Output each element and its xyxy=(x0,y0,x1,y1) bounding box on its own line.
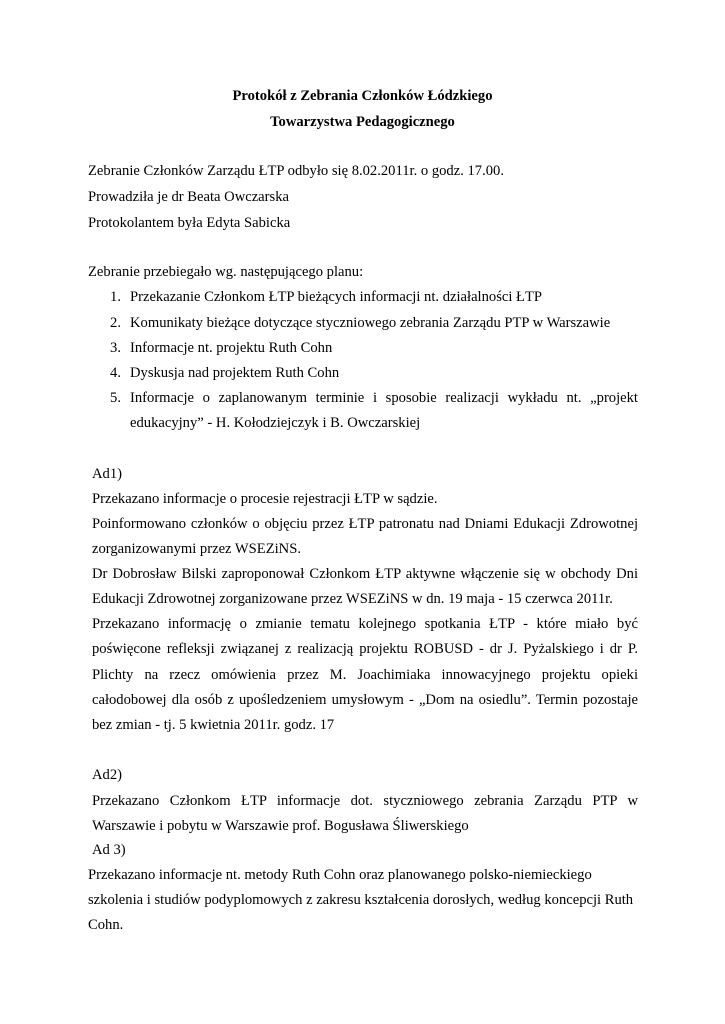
section-ad2-heading: Ad2) xyxy=(92,767,122,783)
section-ad2-line: Warszawie i pobytu w Warszawie prof. Bogusława Śliwerskiego xyxy=(92,818,469,834)
agenda-item-text: Komunikaty bieżące dotyczące styczniowego zebrania Zarządu PTP w Warszawie xyxy=(130,315,611,331)
section-ad1-line: Plichty na rzecz omówienia przez M. Joachimiaka innowacyjnego projektu opieki xyxy=(92,667,638,683)
section-ad2-line: Przekazano Członkom ŁTP informacje dot. styczniowego zebrania Zarządu PTP w xyxy=(92,793,638,809)
agenda-item-text-continued: edukacyjny” - H. Kołodziejczyk i B. Owczarskiej xyxy=(130,415,421,431)
section-ad1-line: Przekazano informację o zmianie tematu kolejnego spotkania ŁTP - które miało być xyxy=(92,616,638,632)
meeting-date-line: Zebranie Członków Zarządu ŁTP odbyło się 8.02.2011r. o godz. 17.00. xyxy=(88,163,504,179)
agenda-item-text: Przekazanie Członkom ŁTP bieżących informacji nt. działalności ŁTP xyxy=(130,289,542,305)
agenda-item-number: 5. xyxy=(110,390,121,406)
section-ad1-line: zorganizowanymi przez WSEZiNS. xyxy=(92,541,301,557)
section-ad3-line: Przekazano informacje nt. metody Ruth Cohn oraz planowanego polsko-niemieckiego xyxy=(88,867,592,883)
agenda-item-number: 1. xyxy=(110,289,121,305)
section-ad3-line: szkolenia i studiów podyplomowych z zakresu kształcenia dorosłych, według koncepcji Ruth xyxy=(88,892,634,908)
section-ad1-heading: Ad1) xyxy=(92,466,122,482)
section-ad3-line: Cohn. xyxy=(88,917,124,933)
agenda-heading: Zebranie przebiegało wg. następującego planu: xyxy=(88,264,364,280)
section-ad1-line: bez zmian - tj. 5 kwietnia 2011r. godz. 17 xyxy=(92,717,335,733)
section-ad1-line: całodobowej dla osób z upośledzeniem umysłowym - „Dom na osiedlu”. Termin pozostaje xyxy=(92,692,638,708)
section-ad3-heading: Ad 3) xyxy=(92,842,126,858)
agenda-item-text: Informacje nt. projektu Ruth Cohn xyxy=(130,340,333,356)
agenda-item-number: 4. xyxy=(110,365,121,381)
document-title-line-2: Towarzystwa Pedagogicznego xyxy=(270,114,455,130)
agenda-item-number: 3. xyxy=(110,340,121,356)
section-ad1-line: poświęcone refleksji związanej z realizacją projektu ROBUSD - dr J. Pyżalskiego i dr P. xyxy=(92,641,638,657)
section-ad1-line: Poinformowano członków o objęciu przez ŁTP patronatu nad Dniami Edukacji Zdrowotnej xyxy=(92,516,638,532)
chairperson-line: Prowadziła je dr Beata Owczarska xyxy=(88,189,289,205)
recorder-line: Protokolantem była Edyta Sabicka xyxy=(88,215,291,231)
agenda-item-number: 2. xyxy=(110,315,121,331)
document-title-line-1: Protokół z Zebrania Członków Łódzkiego xyxy=(232,88,493,104)
section-ad1-line: Edukacji Zdrowotnej zorganizowane przez WSEZiNS w dn. 19 maja - 15 czerwca 2011r. xyxy=(92,591,613,607)
section-ad1-line: Dr Dobrosław Bilski zaproponował Członkom ŁTP aktywne włączenie się w obchody Dni xyxy=(92,566,638,582)
agenda-item-text: Informacje o zaplanowanym terminie i sposobie realizacji wykładu nt. „projekt xyxy=(130,390,638,406)
agenda-item-text: Dyskusja nad projektem Ruth Cohn xyxy=(130,365,340,381)
section-ad1-line: Przekazano informacje o procesie rejestracji ŁTP w sądzie. xyxy=(92,491,438,507)
